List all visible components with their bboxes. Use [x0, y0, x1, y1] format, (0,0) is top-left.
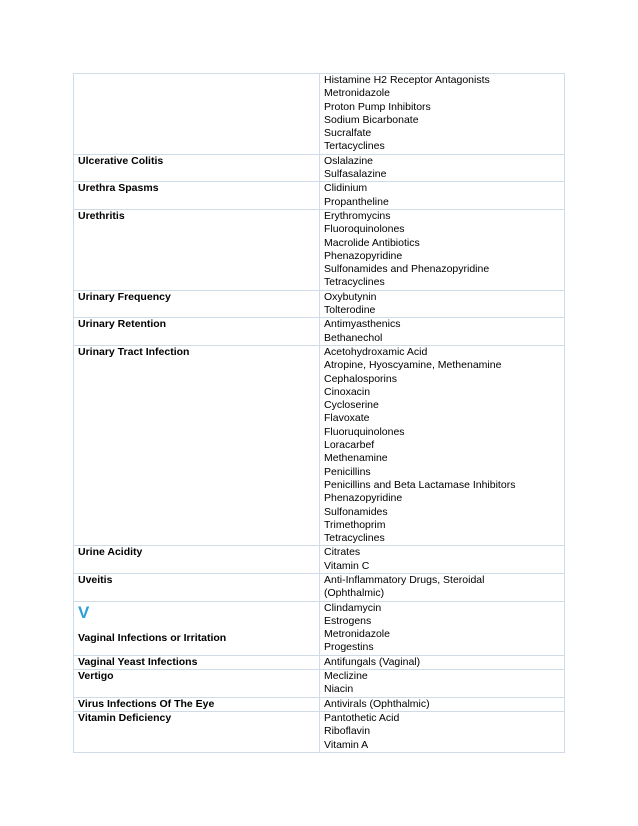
- drug-item: Pantothetic Acid: [324, 711, 400, 724]
- drug-item: Histamine H2 Receptor Antagonists: [324, 74, 490, 86]
- condition-cell: [74, 154, 320, 182]
- drugs-cell: [320, 74, 565, 155]
- drug-item: Penicillins and Beta Lactamase Inhibitors: [324, 478, 516, 491]
- condition-label: Urethritis: [78, 209, 125, 222]
- condition-label: Vaginal Yeast Infections: [78, 655, 198, 668]
- drug-item: Meclizine: [324, 670, 368, 683]
- drug-item: Progestins: [324, 641, 374, 654]
- drug-item: Sucralfate: [324, 127, 372, 140]
- drugs-cell: [320, 318, 565, 346]
- condition-label: Uveitis: [78, 573, 113, 586]
- table-row: [74, 711, 565, 752]
- drug-item: Propantheline: [324, 195, 389, 208]
- drug-table: [73, 73, 565, 753]
- drug-item: Vitamin A: [324, 738, 369, 751]
- drug-item: Anti-Inflammatory Drugs, Steroidal: [324, 573, 485, 586]
- table-row: [74, 290, 565, 318]
- condition-label: Ulcerative Colitis: [78, 154, 164, 167]
- condition-label: Urinary Tract Infection: [78, 345, 190, 358]
- drug-item: Vitamin C: [324, 559, 370, 572]
- drug-item: Oxybutynin: [324, 290, 377, 303]
- drug-item: Loracarbef: [324, 439, 375, 452]
- condition-label: Vitamin Deficiency: [78, 711, 172, 724]
- condition-cell: [74, 697, 320, 711]
- drug-item: Tolterodine: [324, 304, 376, 317]
- condition-cell: [74, 318, 320, 346]
- drug-item: (Ophthalmic): [324, 587, 385, 600]
- drug-item: Bethanechol: [324, 331, 383, 344]
- drugs-cell: [320, 655, 565, 669]
- drug-item: Cycloserine: [324, 399, 379, 412]
- table-row: [74, 318, 565, 346]
- table-row: [74, 573, 565, 601]
- condition-cell: [74, 655, 320, 669]
- condition-cell: [74, 601, 320, 655]
- table-row: [74, 670, 565, 698]
- drug-item: Erythromycins: [324, 209, 391, 222]
- drug-item: Sulfonamides and Phenazopyridine: [324, 263, 490, 276]
- drug-item: Sodium Bicarbonate: [324, 113, 419, 126]
- drug-item: Proton Pump Inhibitors: [324, 100, 431, 113]
- condition-label: Virus Infections Of The Eye: [78, 697, 215, 710]
- drugs-cell: [320, 154, 565, 182]
- condition-label: Urethra Spasms: [78, 182, 159, 195]
- drugs-cell: [320, 697, 565, 711]
- drug-item: Flavoxate: [324, 412, 370, 425]
- drug-item: Atropine, Hyoscyamine, Methenamine: [324, 359, 502, 372]
- condition-cell: [74, 182, 320, 210]
- drug-item: Penicillins: [324, 465, 371, 478]
- condition-cell: [74, 546, 320, 574]
- drug-item: Metronidazole: [324, 87, 390, 100]
- condition-cell: [74, 711, 320, 752]
- condition-cell: [74, 345, 320, 545]
- drug-item: Fluoruquinolones: [324, 425, 405, 438]
- table-row: [74, 655, 565, 669]
- drug-item: Cephalosporins: [324, 372, 397, 385]
- drug-item: Trimethoprim: [324, 518, 386, 531]
- table-row: [74, 601, 565, 655]
- condition-label: Urinary Frequency: [78, 290, 171, 303]
- drug-item: Sulfasalazine: [324, 168, 387, 181]
- drug-item: Clidinium: [324, 182, 368, 195]
- drug-item: Citrates: [324, 546, 361, 559]
- drugs-cell: [320, 573, 565, 601]
- drug-item: Phenazopyridine: [324, 249, 403, 262]
- drugs-cell: [320, 711, 565, 752]
- condition-label: Vaginal Infections or Irritation: [78, 631, 227, 644]
- drugs-cell: [320, 601, 565, 655]
- condition-cell: [74, 74, 320, 155]
- drugs-cell: [320, 345, 565, 545]
- drugs-cell: [320, 670, 565, 698]
- table-row: [74, 74, 565, 155]
- condition-cell: [74, 209, 320, 290]
- drug-item: Acetohydroxamic Acid: [324, 345, 428, 358]
- drug-item: Tertacyclines: [324, 140, 385, 153]
- drug-item: Riboflavin: [324, 725, 371, 738]
- table-row: [74, 546, 565, 574]
- drug-item: Sulfonamides: [324, 505, 388, 518]
- drug-item: Antivirals (Ophthalmic): [324, 697, 430, 710]
- drug-item: Phenazopyridine: [324, 492, 403, 505]
- section-letter: V: [78, 602, 90, 622]
- drug-item: Tetracyclines: [324, 276, 385, 289]
- drug-item: Oslalazine: [324, 154, 374, 167]
- drugs-cell: [320, 182, 565, 210]
- table-row: [74, 154, 565, 182]
- condition-label: Vertigo: [78, 670, 114, 683]
- drug-item: Clindamycin: [324, 601, 382, 614]
- drugs-cell: [320, 290, 565, 318]
- drug-item: Methenamine: [324, 452, 388, 465]
- drug-item: Niacin: [324, 683, 354, 696]
- drug-table-body: [74, 74, 565, 753]
- drug-item: Estrogens: [324, 614, 372, 627]
- condition-label: Urine Acidity: [78, 546, 143, 559]
- drug-item: Macrolide Antibiotics: [324, 236, 420, 249]
- table-row: [74, 182, 565, 210]
- condition-cell: [74, 670, 320, 698]
- table-row: [74, 209, 565, 290]
- drug-item: Fluoroquinolones: [324, 223, 405, 236]
- drugs-cell: [320, 546, 565, 574]
- drugs-cell: [320, 209, 565, 290]
- condition-label: Urinary Retention: [78, 318, 167, 331]
- condition-cell: [74, 290, 320, 318]
- drug-item: Tetracyclines: [324, 532, 385, 545]
- drug-item: Metronidazole: [324, 628, 390, 641]
- table-row: [74, 697, 565, 711]
- drug-item: Antifungals (Vaginal): [324, 655, 421, 668]
- condition-cell: [74, 573, 320, 601]
- drug-item: Antimyasthenics: [324, 318, 401, 331]
- drug-item: Cinoxacin: [324, 385, 371, 398]
- table-row: [74, 345, 565, 545]
